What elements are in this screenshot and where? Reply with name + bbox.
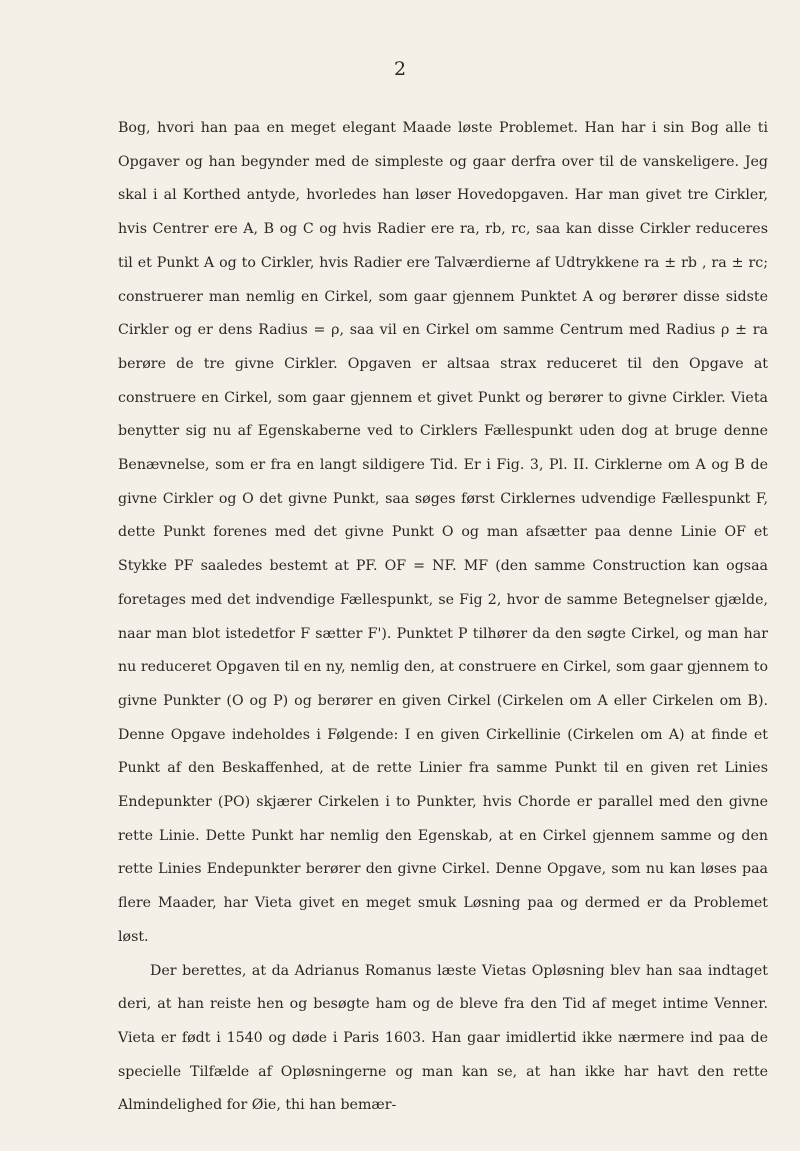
paragraph-1: Bog, hvori han paa en meget elegant Maade løste Problemet. Han har i sin Bog alle ti Opgaver og han begynder med de simpleste og gaar derfra over til de vanskeligere. Jeg skal i al Korthed antyde, hvorledes han løser Hovedopgaven. Har man givet tre Cirkler, hvis Centrer ere A, B og C og hvis Radier ere ra, rb, rc, saa kan disse Cirkler reduceres til et Punkt A og to Cirkler, hvis Radier ere Talværdierne af Udtrykkene ra ± rb , ra ± rc; construerer man nemlig en Cirkel, som gaar gjennem Punktet A og berører disse sidste Cirkler og er dens Radius = ρ, saa vil en Cirkel om samme Centrum med Radius ρ ± ra berøre de tre givne Cirkler. Opgaven er altsaa strax reduceret til den Opgave at construere en Cirkel, som gaar gjennem et givet Punkt og berører to givne Cirkler. Vieta benytter sig nu af Egenskaberne ved to Cirklers Fællespunkt uden dog at bruge denne Benævnelse, som er fra en langt sildigere Tid. Er i Fig. 3, Pl. II. Cirklerne om A og B de givne Cirkler og O det givne Punkt, saa søges først Cirklernes udvendige Fællespunkt F, dette Punkt forenes med det givne Punkt O og man afsætter paa denne Linie OF et Stykke PF saaledes bestemt at PF. OF = NF. MF (den samme Construction kan ogsaa foretages med det indvendige Fællespunkt, se Fig 2, hvor de samme Betegnelser gjælde, naar man blot istedetfor F sætter F'). Punktet P tilhører da den søgte Cirkel, og man har nu reduceret Opgaven til en ny, nemlig den, at construere en Cirkel, som gaar gjennem to givne Punkter (O og P) og berører en given Cirkel (Cirkelen om A eller Cirkelen om B). Denne Opgave indeholdes i Følgende: I en given Cirkellinie (Cirkelen om A) at finde et Punkt af den Beskaffenhed, at de rette Linier fra samme Punkt til en given ret Linies Endepunkter (PO) skjærer Cirkelen i to Punkter, hvis Chorde er parallel med den givne rette Linie. Dette Punkt har nemlig den Egenskab, at en Cirkel gjennem samme og den rette Linies Endepunkter berører den givne Cirkel. Denne Opgave, som nu kan løses paa flere Maader, har Vieta givet en meget smuk Løsning paa og dermed er da Problemet løst. xyxy=(118,120,768,945)
page-number: 2 xyxy=(393,58,407,80)
body-text xyxy=(118,112,768,1123)
paragraph-2: Der berettes, at da Adrianus Romanus læste Vietas Opløsning blev han saa indtaget deri, at han reiste hen og besøgte ham og de bleve fra den Tid af meget intime Venner. Vieta er født i 1540 og døde i Paris 1603. Han gaar imidlertid ikke nærmere ind paa de specielle Tilfælde af Opløsningerne og man kan se, at han ikke har havt den rette Almindelighed for Øie, thi han bemær- xyxy=(118,962,768,1114)
